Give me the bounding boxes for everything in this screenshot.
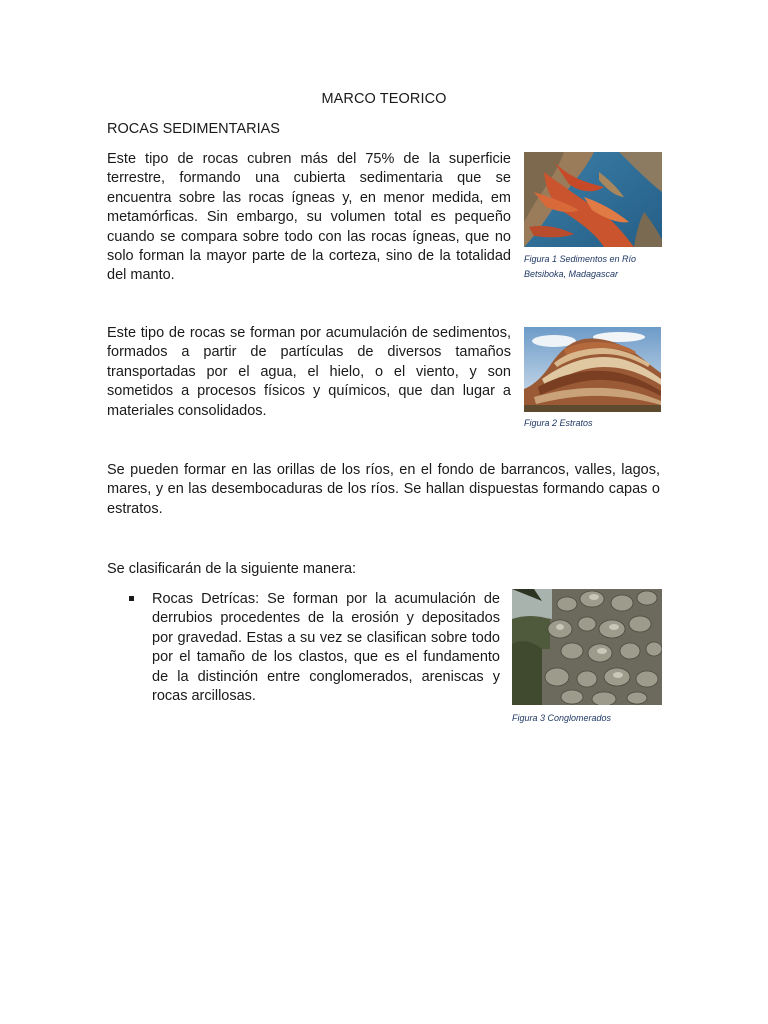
figure-1-caption: [524, 252, 674, 282]
figure-2-strata-image: [524, 327, 661, 412]
paragraph-1: Este tipo de rocas cubren más del 75% de la superficie terrestre, formando una cubierta sedimentaria que se encuentra sobre las rocas ígneas y, en menor medida, em metamórficas. Sin embargo, su volumen total es pequeño cuando se compara sobre todo con las rocas ígneas, que no solo forman la mayor parte de la corteza, sino de la totalidad del manto.: [107, 151, 511, 284]
paragraph-3: Se pueden formar en las orillas de los ríos, en el fondo de barrancos, valles, lagos, mares, y en las desembocaduras de los ríos. Se hallan dispuestas formando capas o estratos.: [107, 462, 660, 517]
figure-3-caption: Figura 3 Conglomerados: [512, 713, 612, 723]
figure-2-caption: Figura 2 Estratos: [524, 418, 593, 428]
page-title: MARCO TEORICO: [321, 91, 447, 107]
bullet-square-icon: [129, 596, 134, 601]
figure-1-caption-line-2: Betsiboka, Madagascar: [524, 269, 619, 279]
paragraph-4: Se clasificarán de la siguiente manera:: [107, 561, 357, 577]
figure-3-conglomerate-image: [512, 589, 662, 705]
section-heading: ROCAS SEDIMENTARIAS: [107, 121, 280, 137]
figure-1-river-delta-image: [524, 152, 662, 247]
figure-1-caption-line-1: Figura 1 Sedimentos en Río: [524, 254, 637, 264]
bullet-item-rocas-detricas: Rocas Detrícas: Se forman por la acumulación de derrubios procedentes de la erosión y depositados por gravedad. Estas a su vez se clasifican sobre todo por el tamaño de los clastos, que es el fundamento de la distinción entre conglomerados, areniscas y rocas arcillosas.: [152, 591, 500, 705]
paragraph-2: Este tipo de rocas se forman por acumulación de sedimentos, formados a partir de partículas de diversos tamaños transportadas por el agua, el hielo, o el viento, y son sometidos a procesos físicos y químicos, que dan lugar a materiales consolidados.: [107, 325, 511, 419]
